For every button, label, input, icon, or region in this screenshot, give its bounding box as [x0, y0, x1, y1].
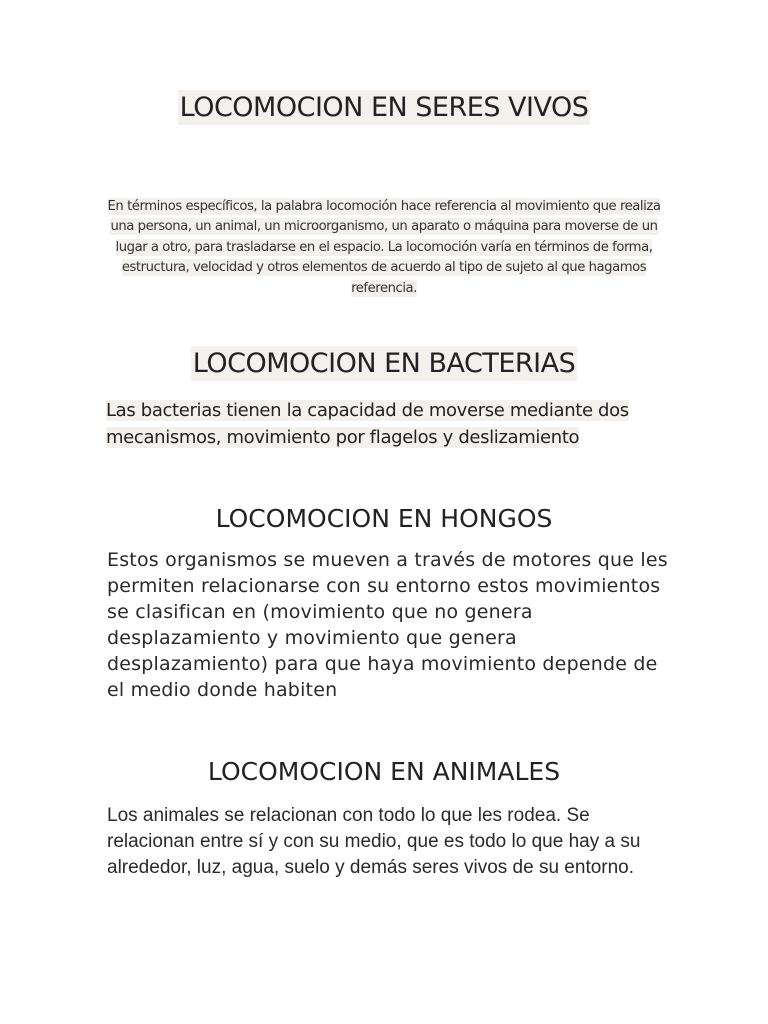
section-heading-bacterias — [0, 348, 768, 379]
section-body-bacterias-text: Las bacterias tienen la capacidad de moverse mediante dos mecanismos, movimiento por flagelos y deslizamiento — [106, 400, 629, 448]
section-body-bacterias — [106, 397, 666, 451]
section-heading-hongos-text: LOCOMOCION EN HONGOS — [215, 504, 553, 533]
page-title — [0, 92, 768, 123]
section-body-hongos: Estos organismos se mueven a través de motores que les permiten relacionarse con su entorno estos movimientos se clasifican en (movimiento que no genera desplazamiento y movimiento que genera desplazamiento) para que haya movimiento depende de el medio donde habiten — [107, 549, 668, 701]
section-heading-animales-text: LOCOMOCION EN ANIMALES — [207, 757, 561, 786]
intro-text: En términos específicos, la palabra locomoción hace referencia al movimiento que realiza una persona, un animal, un microorganismo, un aparato o máquina para moverse de un lugar a otro, para trasladarse en el espacio. La locomoción varía en términos de forma, estructura, velocidad y otros elementos de acuerdo al tipo de sujeto al que hagamos referencia. — [107, 199, 661, 296]
section-body-animales: Los animales se relacionan con todo lo que les rodea. Se relacionan entre sí y con su medio, que es todo lo que hay a su alrededor, luz, agua, suelo y demás seres vivos de su entorno. — [107, 805, 641, 878]
section-heading-animales — [0, 757, 768, 786]
section-heading-bacterias-text: LOCOMOCION EN BACTERIAS — [192, 348, 576, 379]
section-heading-hongos — [0, 504, 768, 533]
intro-paragraph — [104, 197, 664, 299]
page-title-text: LOCOMOCION EN SERES VIVOS — [179, 92, 589, 123]
